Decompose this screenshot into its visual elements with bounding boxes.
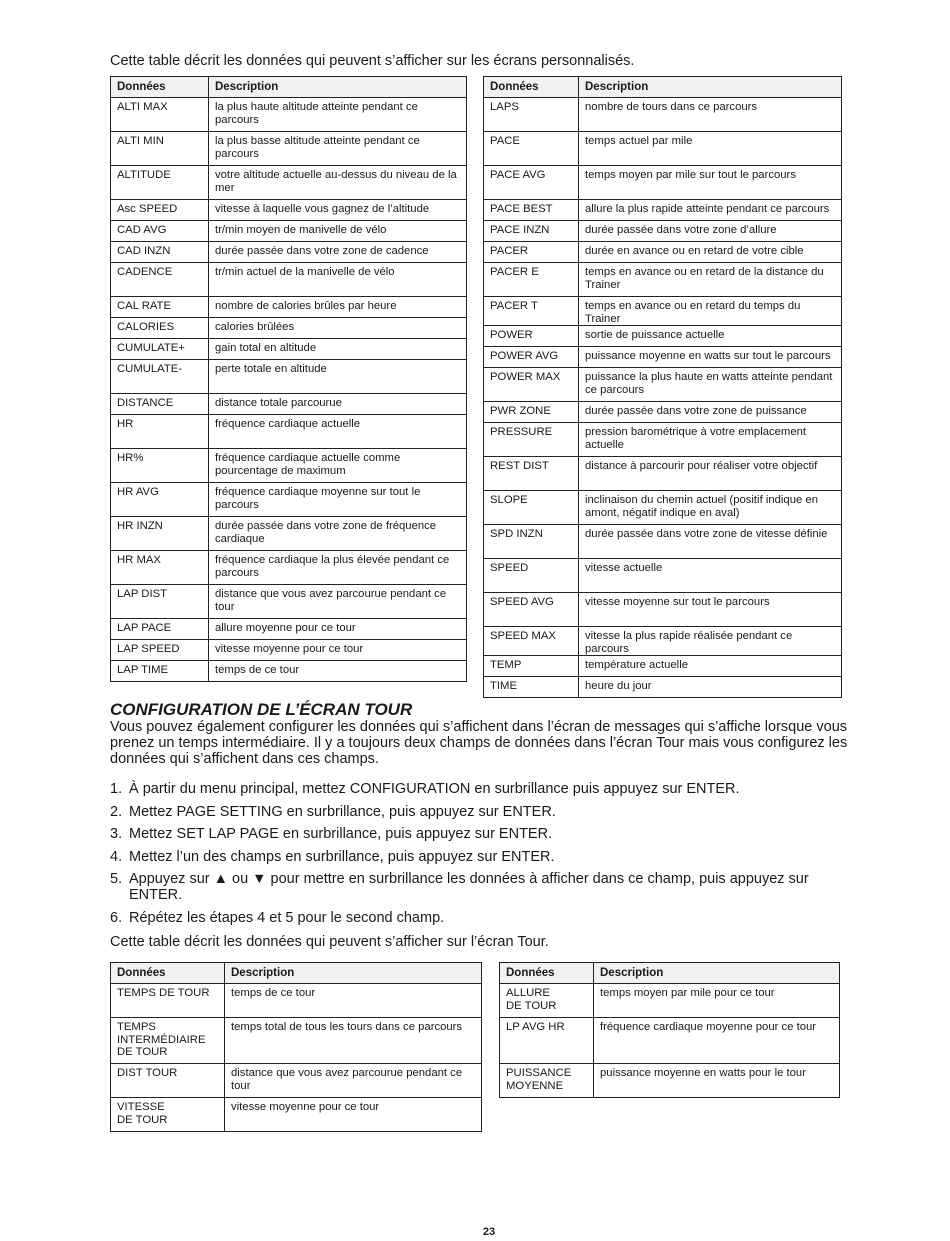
field-name: TIME: [484, 677, 579, 698]
field-description: durée passée dans votre zone d’allure: [579, 221, 842, 242]
lap-fields-table-right: [499, 962, 840, 1098]
field-description: durée passée dans votre zone de puissance: [579, 402, 842, 423]
field-description: température actuelle: [579, 656, 842, 677]
step-item: [110, 871, 830, 903]
table-row: [111, 661, 467, 682]
field-name: LP AVG HR: [500, 1018, 594, 1064]
field-name: TEMPS INTERMÉDIAIRE DE TOUR: [111, 1018, 225, 1064]
table-row: [111, 263, 467, 297]
field-name: CUMULATE+: [111, 339, 209, 360]
table-row: [484, 656, 842, 677]
table-row: [484, 221, 842, 242]
table-row: [484, 457, 842, 491]
field-description: heure du jour: [579, 677, 842, 698]
table-row: [111, 200, 467, 221]
field-description: fréquence cardiaque la plus élevée pendant ce parcours: [209, 551, 467, 585]
field-description: inclinaison du chemin actuel (positif indique en amont, négatif indique en aval): [579, 491, 842, 525]
field-description: puissance la plus haute en watts atteinte pendant ce parcours: [579, 368, 842, 402]
field-name: PWR ZONE: [484, 402, 579, 423]
step-number: 4.: [110, 848, 123, 865]
field-name: SPD INZN: [484, 525, 579, 559]
field-name: Asc SPEED: [111, 200, 209, 221]
step-text: Mettez SET LAP PAGE en surbrillance, puis appuyez sur ENTER.: [129, 826, 553, 842]
field-description: vitesse moyenne pour ce tour: [209, 640, 467, 661]
table-row: [484, 525, 842, 559]
field-name: PACE BEST: [484, 200, 579, 221]
header-donnees: Données: [500, 963, 594, 984]
step-number: 1.: [110, 781, 123, 797]
header-description: Description: [594, 963, 840, 984]
table-row: [111, 318, 467, 339]
field-name: LAP DIST: [111, 585, 209, 619]
field-description: distance que vous avez parcourue pendant ce tour: [209, 585, 467, 619]
field-description: temps moyen par mile pour ce tour: [594, 984, 840, 1018]
field-description: temps en avance ou en retard de la distance du Trainer: [579, 263, 842, 297]
field-name: TEMP: [484, 656, 579, 677]
field-description: vitesse la plus rapide réalisée pendant ce parcours: [579, 627, 842, 656]
field-name: LAP SPEED: [111, 640, 209, 661]
step-number: 2.: [110, 803, 123, 820]
field-description: fréquence cardiaque moyenne pour ce tour: [594, 1018, 840, 1064]
field-name: SPEED: [484, 559, 579, 593]
table-row: [484, 491, 842, 525]
table-row: [500, 984, 840, 1018]
step-number: 6.: [110, 909, 123, 926]
field-description: nombre de tours dans ce parcours: [579, 98, 842, 132]
field-description: puissance moyenne en watts pour le tour: [594, 1064, 840, 1098]
field-name: HR MAX: [111, 551, 209, 585]
table-row: [111, 394, 467, 415]
table-row: [111, 297, 467, 318]
field-description: sortie de puissance actuelle: [579, 326, 842, 347]
field-name: CUMULATE-: [111, 360, 209, 394]
step-item: [110, 826, 830, 842]
field-description: durée passée dans votre zone de vitesse définie: [579, 525, 842, 559]
step-text: Mettez PAGE SETTING en surbrillance, puis appuyez sur ENTER.: [129, 803, 556, 820]
field-description: fréquence cardiaque actuelle comme pourcentage de maximum: [209, 449, 467, 483]
field-description: temps de ce tour: [225, 984, 482, 1018]
field-description: durée passée dans votre zone de fréquence cardiaque: [209, 517, 467, 551]
header-donnees: Données: [484, 77, 579, 98]
step-number: 5.: [110, 871, 123, 887]
table-row: [111, 585, 467, 619]
table-row: [111, 415, 467, 449]
field-name: DISTANCE: [111, 394, 209, 415]
field-description: temps total de tous les tours dans ce parcours: [225, 1018, 482, 1064]
table-row: [111, 517, 467, 551]
lap-fields-table-left: [110, 962, 482, 1132]
table-row: [111, 483, 467, 517]
table-row: [111, 166, 467, 200]
field-name: ALLURE DE TOUR: [500, 984, 594, 1018]
field-name: HR AVG: [111, 483, 209, 517]
field-description: distance totale parcourue: [209, 394, 467, 415]
field-description: distance que vous avez parcourue pendant ce tour: [225, 1064, 482, 1098]
table-row: [484, 326, 842, 347]
field-description: la plus haute altitude atteinte pendant ce parcours: [209, 98, 467, 132]
field-description: puissance moyenne en watts sur tout le parcours: [579, 347, 842, 368]
data-fields-table-right: [483, 76, 842, 698]
field-name: CAD INZN: [111, 242, 209, 263]
field-description: vitesse moyenne pour ce tour: [225, 1098, 482, 1132]
table-row: [484, 677, 842, 698]
step-text: Appuyez sur ▲ ou ▼ pour mettre en surbrillance les données à afficher dans ce champ, puis appuyez sur ENTER.: [129, 871, 809, 903]
field-name: CALORIES: [111, 318, 209, 339]
field-description: durée en avance ou en retard de votre cible: [579, 242, 842, 263]
step-text: Répétez les étapes 4 et 5 pour le second champ.: [129, 909, 445, 926]
table-row: [111, 1098, 482, 1132]
section-paragraph: Vous pouvez également configurer les données qui s’affichent dans l’écran de messages qui s’affiche lorsque vous prenez un temps intermédiaire. Il y a toujours deux champs de données dans l’écran Tour mais vous configurez les données qui s’affichent dans ces champs.: [110, 719, 848, 767]
step-text: Mettez l’un des champs en surbrillance, puis appuyez sur ENTER.: [129, 848, 555, 865]
step-item: [110, 781, 830, 797]
field-name: HR: [111, 415, 209, 449]
field-description: fréquence cardiaque moyenne sur tout le parcours: [209, 483, 467, 517]
step-item: [110, 910, 830, 926]
intro-text: Cette table décrit les données qui peuvent s’afficher sur les écrans personnalisés.: [110, 53, 635, 69]
data-fields-table-left: [110, 76, 467, 682]
field-name: PACE INZN: [484, 221, 579, 242]
table-row: [500, 1064, 840, 1098]
field-name: LAP PACE: [111, 619, 209, 640]
field-name: SPEED MAX: [484, 627, 579, 656]
field-description: calories brûlées: [209, 318, 467, 339]
table-row: [484, 559, 842, 593]
field-name: REST DIST: [484, 457, 579, 491]
field-name: SPEED AVG: [484, 593, 579, 627]
table-row: [484, 347, 842, 368]
field-name: HR%: [111, 449, 209, 483]
header-description: Description: [209, 77, 467, 98]
field-name: CAL RATE: [111, 297, 209, 318]
table-row: [111, 1064, 482, 1098]
steps-list: [110, 781, 830, 932]
step-text: À partir du menu principal, mettez CONFIGURATION en surbrillance puis appuyez sur ENTER.: [129, 781, 740, 797]
field-name: PACE: [484, 132, 579, 166]
field-description: vitesse à laquelle vous gagnez de l’altitude: [209, 200, 467, 221]
table-row: [111, 984, 482, 1018]
table-row: [484, 593, 842, 627]
header-description: Description: [579, 77, 842, 98]
field-description: vitesse moyenne sur tout le parcours: [579, 593, 842, 627]
table-row: [111, 339, 467, 360]
field-description: allure la plus rapide atteinte pendant ce parcours: [579, 200, 842, 221]
field-name: LAPS: [484, 98, 579, 132]
table-row: [484, 297, 842, 326]
field-description: perte totale en altitude: [209, 360, 467, 394]
table-row: [484, 132, 842, 166]
table-row: [111, 619, 467, 640]
table-row: [111, 449, 467, 483]
field-name: TEMPS DE TOUR: [111, 984, 225, 1018]
field-name: ALTI MAX: [111, 98, 209, 132]
field-name: PACER: [484, 242, 579, 263]
field-description: nombre de calories brûles par heure: [209, 297, 467, 318]
table-row: [484, 242, 842, 263]
field-name: PUISSANCE MOYENNE: [500, 1064, 594, 1098]
table-row: [484, 200, 842, 221]
field-description: temps moyen par mile sur tout le parcours: [579, 166, 842, 200]
table-row: [484, 423, 842, 457]
table-row: [111, 640, 467, 661]
table-row: [484, 402, 842, 423]
field-name: VITESSE DE TOUR: [111, 1098, 225, 1132]
field-description: la plus basse altitude atteinte pendant ce parcours: [209, 132, 467, 166]
table-row: [111, 221, 467, 242]
table-row: [111, 360, 467, 394]
field-name: LAP TIME: [111, 661, 209, 682]
field-description: distance à parcourir pour réaliser votre objectif: [579, 457, 842, 491]
field-name: POWER MAX: [484, 368, 579, 402]
step-item: [110, 849, 830, 865]
field-description: votre altitude actuelle au-dessus du niveau de la mer: [209, 166, 467, 200]
field-name: ALTI MIN: [111, 132, 209, 166]
field-name: POWER AVG: [484, 347, 579, 368]
field-name: PACER E: [484, 263, 579, 297]
section-title: CONFIGURATION DE L’ÉCRAN TOUR: [110, 700, 413, 719]
header-donnees: Données: [111, 77, 209, 98]
table-row: [111, 1018, 482, 1064]
header-description: Description: [225, 963, 482, 984]
lap-intro-text: Cette table décrit les données qui peuvent s’afficher sur l’écran Tour.: [110, 934, 549, 950]
field-description: fréquence cardiaque actuelle: [209, 415, 467, 449]
field-description: tr/min moyen de manivelle de vélo: [209, 221, 467, 242]
table-row: [484, 166, 842, 200]
table-row: [484, 98, 842, 132]
field-description: allure moyenne pour ce tour: [209, 619, 467, 640]
table-row: [484, 263, 842, 297]
field-name: HR INZN: [111, 517, 209, 551]
field-name: SLOPE: [484, 491, 579, 525]
field-description: temps de ce tour: [209, 661, 467, 682]
table-row: [484, 627, 842, 656]
field-description: temps en avance ou en retard du temps du Trainer: [579, 297, 842, 326]
field-description: durée passée dans votre zone de cadence: [209, 242, 467, 263]
field-name: ALTITUDE: [111, 166, 209, 200]
field-name: DIST TOUR: [111, 1064, 225, 1098]
field-name: CAD AVG: [111, 221, 209, 242]
table-row: [111, 242, 467, 263]
step-number: 3.: [110, 826, 123, 842]
field-name: POWER: [484, 326, 579, 347]
field-description: tr/min actuel de la manivelle de vélo: [209, 263, 467, 297]
table-row: [111, 132, 467, 166]
field-name: PRESSURE: [484, 423, 579, 457]
field-name: CADENCE: [111, 263, 209, 297]
table-row: [111, 98, 467, 132]
field-name: PACE AVG: [484, 166, 579, 200]
field-description: vitesse actuelle: [579, 559, 842, 593]
header-donnees: Données: [111, 963, 225, 984]
table-row: [500, 1018, 840, 1064]
page-number: 23: [482, 1226, 496, 1238]
field-name: PACER T: [484, 297, 579, 326]
table-row: [111, 551, 467, 585]
table-row: [484, 368, 842, 402]
field-description: pression barométrique à votre emplacement actuelle: [579, 423, 842, 457]
field-description: temps actuel par mile: [579, 132, 842, 166]
step-item: [110, 804, 830, 820]
field-description: gain total en altitude: [209, 339, 467, 360]
